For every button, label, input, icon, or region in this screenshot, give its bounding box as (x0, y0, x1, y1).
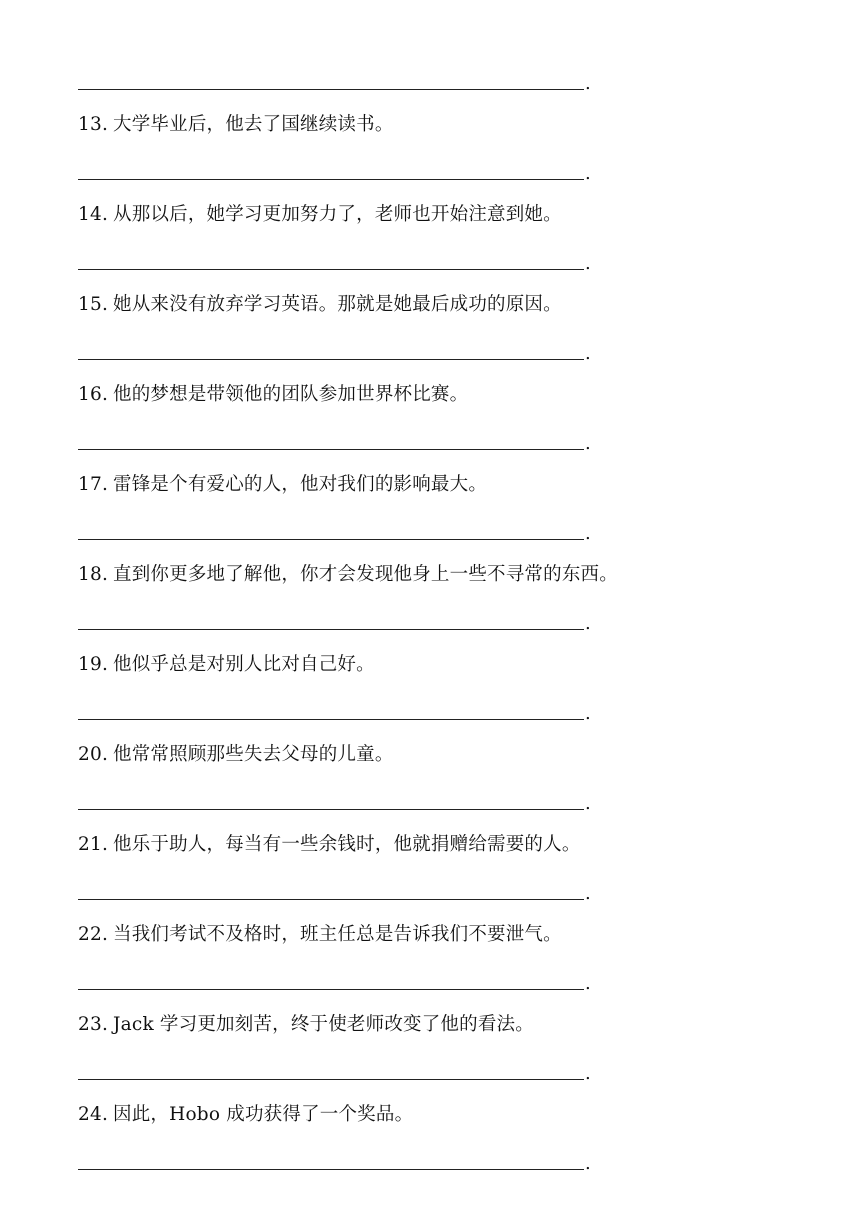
answer-period: . (585, 433, 591, 454)
answer-underline (78, 539, 584, 540)
question-text: 从那以后，她学习更加努力了，老师也开始注意到她。 (113, 204, 562, 225)
question-number: 24. (78, 1104, 109, 1125)
answer-underline (78, 809, 584, 810)
answer-period: . (585, 793, 591, 814)
answer-underline (78, 989, 584, 990)
answer-underline (78, 179, 584, 180)
question-text: 因此，Hobo 成功获得了一个奖品。 (113, 1104, 414, 1125)
question-number: 16. (78, 384, 109, 405)
question-number: 18. (78, 564, 109, 585)
question-20 (78, 744, 394, 766)
answer-line-23[interactable] (78, 1063, 598, 1084)
question-text: Jack 学习更加刻苦，终于使老师改变了他的看法。 (113, 1014, 534, 1035)
question-text: 他的梦想是带领他的团队参加世界杯比赛。 (113, 384, 469, 405)
answer-underline (78, 899, 584, 900)
question-number: 20. (78, 744, 109, 765)
answer-underline (78, 1079, 584, 1080)
answer-period: . (585, 523, 591, 544)
question-number: 17. (78, 474, 109, 495)
answer-period: . (585, 703, 591, 724)
answer-line-21[interactable] (78, 883, 598, 904)
question-text: 大学毕业后，他去了国继续读书。 (113, 114, 394, 135)
answer-period: . (585, 1153, 591, 1174)
question-text: 她从来没有放弃学习英语。那就是她最后成功的原因。 (113, 294, 562, 315)
question-16 (78, 384, 468, 406)
question-text: 他常常照顾那些失去父母的儿童。 (113, 744, 394, 765)
question-14 (78, 204, 562, 226)
answer-period: . (585, 343, 591, 364)
answer-line-18[interactable] (78, 613, 598, 634)
answer-underline (78, 269, 584, 270)
answer-underline (78, 359, 584, 360)
question-text: 直到你更多地了解他，你才会发现他身上一些不寻常的东西。 (113, 564, 618, 585)
answer-period: . (585, 973, 591, 994)
answer-period: . (585, 1063, 591, 1084)
answer-line-17[interactable] (78, 523, 598, 544)
question-text: 他似乎总是对别人比对自己好。 (113, 654, 375, 675)
question-text: 雷锋是个有爱心的人，他对我们的影响最大。 (113, 474, 488, 495)
question-24 (78, 1104, 413, 1126)
answer-line-20[interactable] (78, 793, 598, 814)
answer-underline (78, 629, 584, 630)
question-19 (78, 654, 375, 676)
answer-period: . (585, 253, 591, 274)
question-22 (78, 924, 562, 946)
question-18 (78, 564, 618, 586)
answer-line-24[interactable] (78, 1153, 598, 1174)
answer-underline (78, 1169, 584, 1170)
question-number: 19. (78, 654, 109, 675)
question-number: 21. (78, 834, 109, 855)
question-23 (78, 1014, 534, 1036)
answer-line-13[interactable] (78, 163, 598, 184)
question-number: 13. (78, 114, 109, 135)
answer-underline (78, 89, 584, 90)
answer-period: . (585, 613, 591, 634)
answer-line-22[interactable] (78, 973, 598, 994)
question-17 (78, 474, 487, 496)
question-15 (78, 294, 562, 316)
answer-line-16[interactable] (78, 433, 598, 454)
question-number: 15. (78, 294, 109, 315)
question-text: 他乐于助人，每当有一些余钱时，他就捐赠给需要的人。 (113, 834, 581, 855)
answer-period: . (585, 73, 591, 94)
question-13 (78, 114, 394, 136)
answer-period: . (585, 883, 591, 904)
answer-line-19[interactable] (78, 703, 598, 724)
question-text: 当我们考试不及格时，班主任总是告诉我们不要泄气。 (113, 924, 562, 945)
question-21 (78, 834, 581, 856)
answer-underline (78, 449, 584, 450)
answer-underline (78, 719, 584, 720)
answer-line-12[interactable] (78, 73, 598, 94)
answer-line-14[interactable] (78, 253, 598, 274)
question-number: 22. (78, 924, 109, 945)
answer-line-15[interactable] (78, 343, 598, 364)
question-number: 23. (78, 1014, 109, 1035)
question-number: 14. (78, 204, 109, 225)
answer-period: . (585, 163, 591, 184)
